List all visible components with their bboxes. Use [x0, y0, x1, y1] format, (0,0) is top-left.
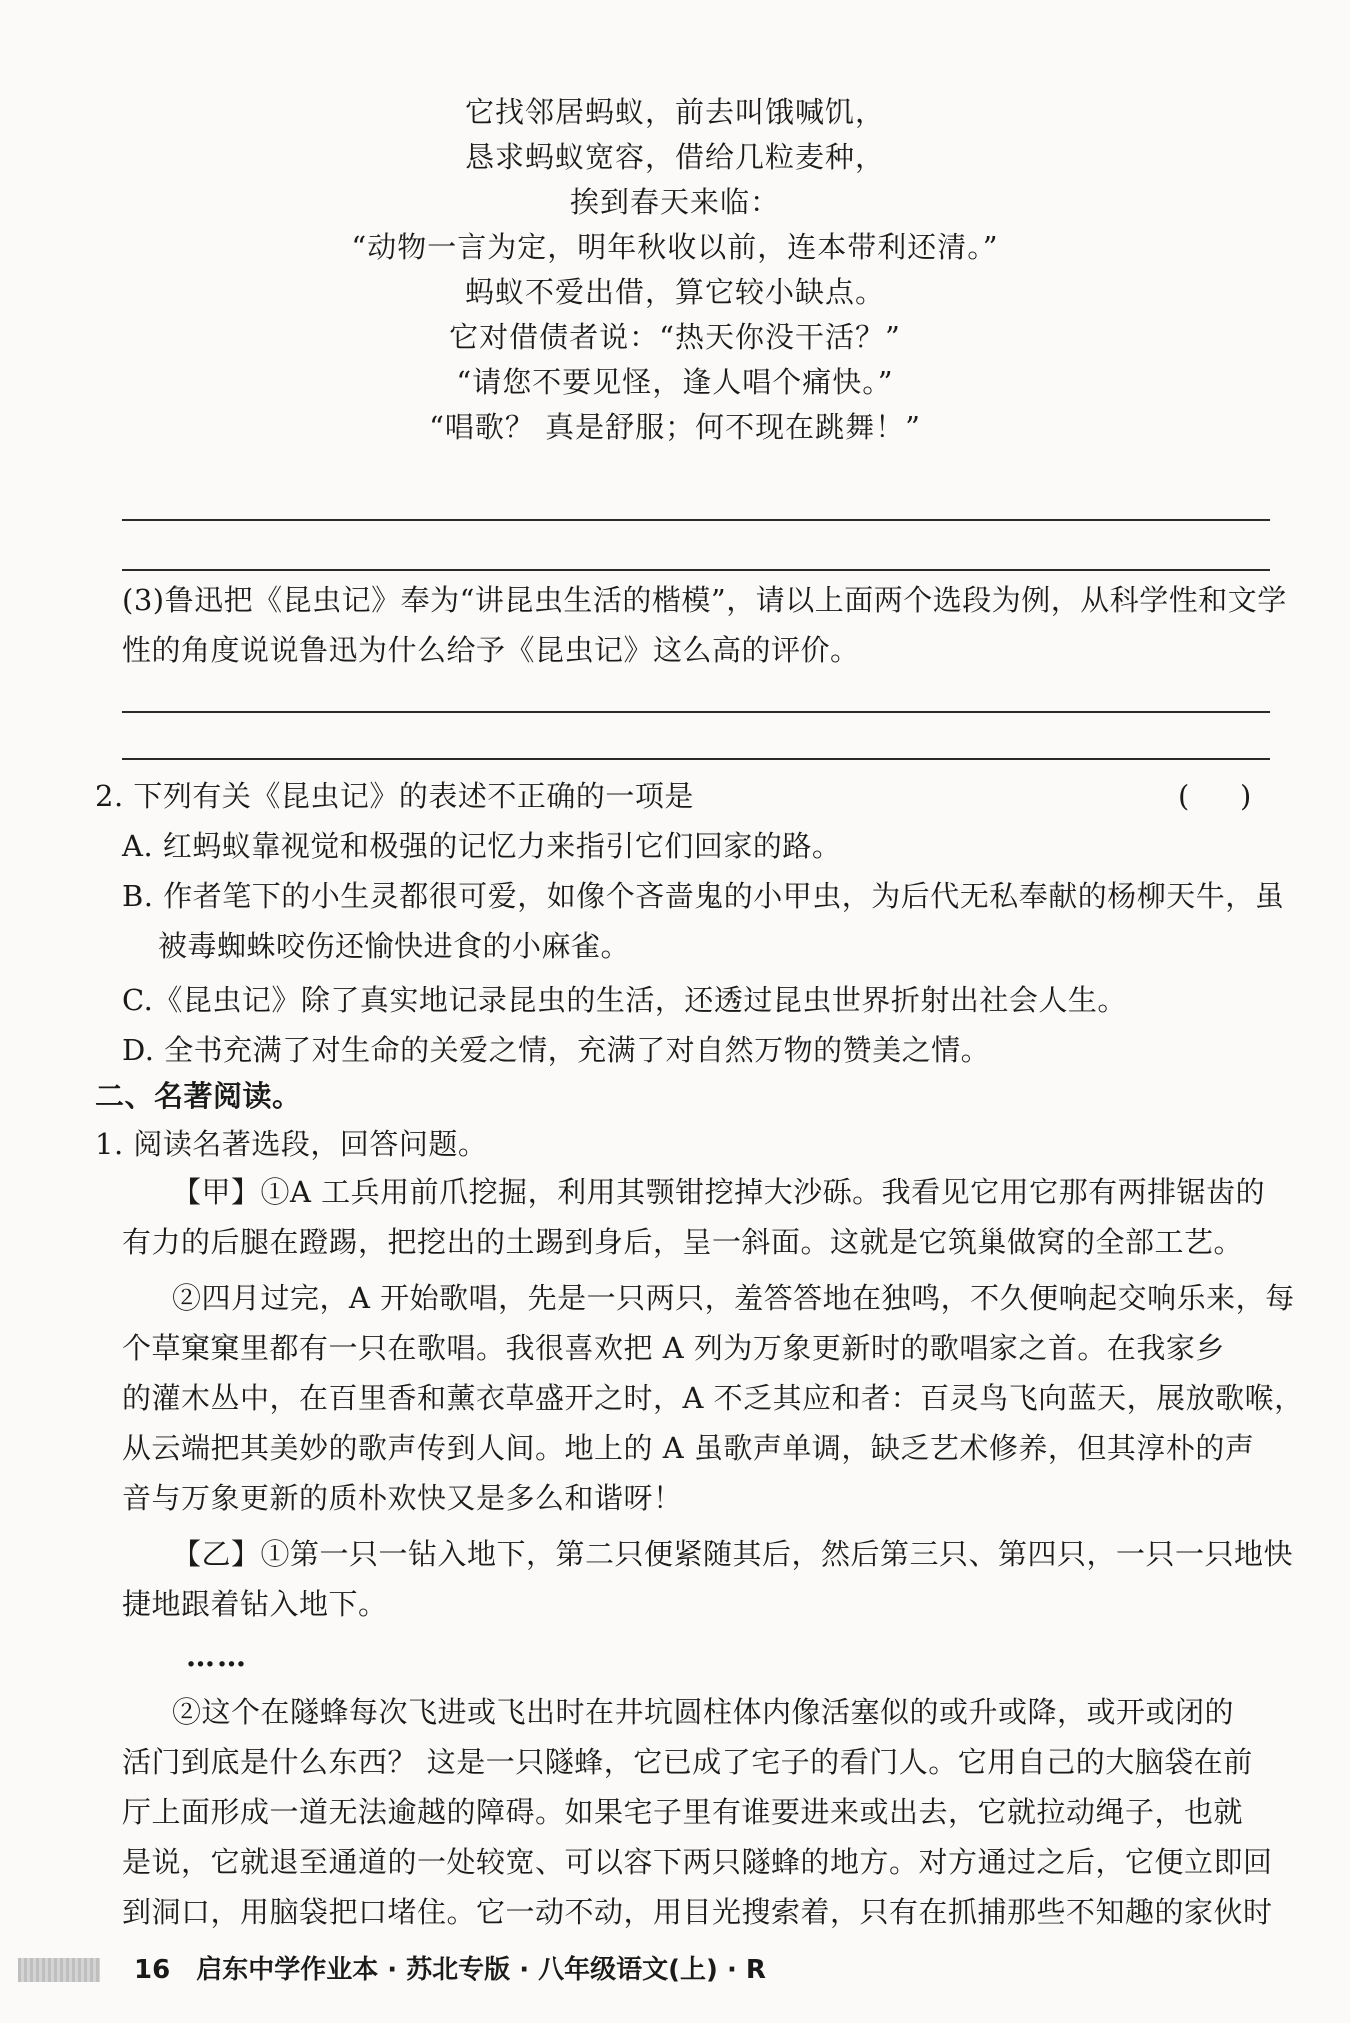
question-3-line-1: (3)鲁迅把《昆虫记》奉为“讲昆虫生活的楷模”，请以上面两个选段为例，从科学性和文学	[122, 583, 1287, 617]
option-b-continued: 被毒蜘蛛咬伤还愉快进食的小麻雀。	[158, 929, 631, 963]
passage-yi-line: 厅上面形成一道无法逾越的障碍。如果宅子里有谁要进来或出去，它就拉动绳子，也就	[122, 1795, 1244, 1829]
passage-jia-line: 音与万象更新的质朴欢快又是多么和谐呀！	[122, 1481, 683, 1515]
passage-yi-line: 到洞口，用脑袋把口堵住。它一动不动，用目光搜索着，只有在抓捕那些不知趣的家伙时	[122, 1895, 1273, 1929]
poem-line: “唱歌？ 真是舒服；何不现在跳舞！”	[429, 410, 921, 444]
page-footer	[134, 1950, 766, 1990]
answer-line[interactable]	[122, 711, 1270, 713]
bracket-open: (	[1178, 779, 1190, 813]
passage-jia-line: ②四月过完，A 开始歌唱，先是一只两只，羞答答地在独鸣，不久便响起交响乐来，每	[172, 1281, 1295, 1315]
poem-line: 它对借债者说：“热天你没干活？”	[449, 320, 901, 354]
book-title: 启东中学作业本 · 苏北专版 · 八年级语文(上) · R	[196, 1955, 766, 1985]
option-a: A. 红蚂蚁靠视觉和极强的记忆力来指引它们回家的路。	[122, 829, 842, 863]
poem-line: “请您不要见怪，逢人唱个痛快。”	[456, 365, 894, 399]
question-2-stem: 2. 下列有关《昆虫记》的表述不正确的一项是	[95, 779, 694, 813]
ellipsis: ……	[186, 1639, 248, 1673]
option-b: B. 作者笔下的小生灵都很可爱，如像个吝啬鬼的小甲虫，为后代无私奉献的杨柳天牛，虽	[122, 879, 1285, 913]
page-number: 16	[134, 1955, 171, 1985]
passage-jia-line: 有力的后腿在蹬踢，把挖出的土踢到身后，呈一斜面。这就是它筑巢做窝的全部工艺。	[122, 1225, 1244, 1259]
poem-line: 蚂蚁不爱出借，算它较小缺点。	[464, 275, 885, 309]
passage-jia-line: 的灌木丛中，在百里香和薰衣草盛开之时，A 不乏其应和者：百灵鸟飞向蓝天，展放歌喉，	[122, 1381, 1304, 1415]
passage-yi-line: ②这个在隧蜂每次飞进或飞出时在井坑圆柱体内像活塞似的或升或降，或开或闭的	[172, 1695, 1235, 1729]
passage-yi-line: 捷地跟着钻入地下。	[122, 1587, 388, 1621]
answer-line[interactable]	[122, 519, 1270, 521]
poem-line: 恳求蚂蚁宽容，借给几粒麦种，	[464, 140, 885, 174]
answer-line[interactable]	[122, 758, 1270, 760]
passage-jia-line: 从云端把其美妙的歌声传到人间。地上的 A 虽歌声单调，缺乏艺术修养，但其淳朴的声	[122, 1431, 1255, 1465]
question-3-line-2: 性的角度说说鲁迅为什么给予《昆虫记》这么高的评价。	[122, 633, 860, 667]
passage-yi-line: 是说，它就退至通道的一处较宽、可以容下两只隧蜂的地方。对方通过之后，它便立即回	[122, 1845, 1273, 1879]
passage-jia-line: 个草窠窠里都有一只在歌唱。我很喜欢把 A 列为万象更新时的歌唱家之首。在我家乡	[122, 1331, 1225, 1365]
poem-line: 挨到春天来临：	[569, 185, 780, 219]
poem-line: “动物一言为定，明年秋收以前，连本带利还清。”	[351, 230, 999, 264]
question-1-stem: 1. 阅读名著选段，回答问题。	[95, 1127, 488, 1161]
passage-yi-line: 活门到底是什么东西？ 这是一只隧蜂，它已成了宅子的看门人。它用自己的大脑袋在前	[122, 1745, 1253, 1779]
option-d: D. 全书充满了对生命的关爱之情，充满了对自然万物的赞美之情。	[122, 1033, 991, 1067]
option-c: C.《昆虫记》除了真实地记录昆虫的生活，还透过昆虫世界折射出社会人生。	[122, 983, 1127, 1017]
footer-decoration	[18, 1958, 100, 1982]
bracket-close: )	[1240, 779, 1252, 813]
answer-line[interactable]	[122, 569, 1270, 571]
answer-bracket[interactable]	[1178, 776, 1302, 816]
poem-line: 它找邻居蚂蚁，前去叫饿喊饥，	[464, 95, 885, 129]
passage-yi-line: 【乙】①第一只一钻入地下，第二只便紧随其后，然后第三只、第四只，一只一只地快	[172, 1537, 1294, 1571]
section-heading: 二、名著阅读。	[95, 1079, 302, 1113]
passage-jia-line: 【甲】①A 工兵用前爪挖掘，利用其颚钳挖掉大沙砾。我看见它用它那有两排锯齿的	[172, 1175, 1266, 1209]
